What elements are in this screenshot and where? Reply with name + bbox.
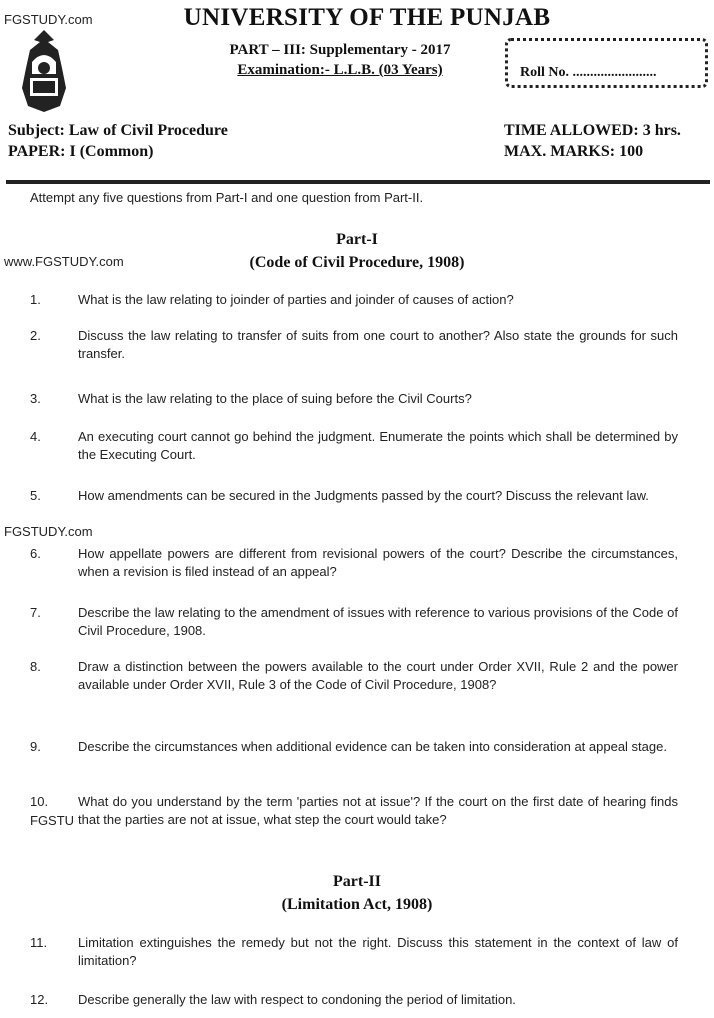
watermark: FGSTUDY.com [4,524,93,539]
question-text: What is the law relating to joinder of parties and joinder of causes of action? [78,292,514,307]
question-number: 12. [30,992,49,1007]
instructions: Attempt any five questions from Part-I and one question from Part-II. [30,190,424,205]
part1-subtitle: (Code of Civil Procedure, 1908) [249,254,465,271]
question-number: 7. [30,605,41,620]
university-crest-logo [18,28,70,114]
exam-part: PART – III: Supplementary - 2017 [229,42,451,58]
roll-number-box [505,38,708,88]
roll-number-label: Roll No. ........................ [520,65,657,80]
exam-name: Examination:- L.L.B. (03 Years) [237,62,443,78]
header-divider [6,180,710,184]
university-title: UNIVERSITY OF THE PUNJAB [183,4,551,31]
question-text: What do you understand by the term 'parties not at issue'? If the court on the first date of hearing finds that the parties are not at issue, what step the court would take? [78,794,678,827]
part2-title: Part-II [333,873,381,890]
part1-title: Part-I [336,231,378,248]
question-number: 4. [30,429,41,444]
watermark: FGSTUDY.com [4,12,93,27]
question-number: 11. [30,935,48,950]
watermark: FGSTU [30,813,75,828]
question-number: 1. [30,292,41,307]
question-text: Describe generally the law with respect to condoning the period of limitation. [78,992,516,1007]
question-text: Describe the law relating to the amendment of issues with reference to various provisions of the Code of Civil Procedure, 1908. [78,605,678,638]
max-marks: MAX. MARKS: 100 [504,143,644,160]
question-text: How appellate powers are different from revisional powers of the court? Describe the circumstances, when a revision is filed instead of an appeal? [78,546,678,579]
part2-subtitle: (Limitation Act, 1908) [281,896,433,913]
question-number: 10. [30,794,49,809]
question-number: 8. [30,659,41,674]
paper: PAPER: I (Common) [8,143,154,160]
time-allowed: TIME ALLOWED: 3 hrs. [504,122,681,139]
question-number: 9. [30,739,41,754]
question-text: How amendments can be secured in the Judgments passed by the court? Discuss the relevant law. [78,488,649,503]
question-text: Limitation extinguishes the remedy but not the right. Discuss this statement in the context of law of limitation? [78,935,678,968]
subject: Subject: Law of Civil Procedure [8,122,228,139]
watermark: www.FGSTUDY.com [4,254,124,269]
question-text: Draw a distinction between the powers available to the court under Order XVII, Rule 2 and the power available under Order XVII, Rule 3 of the Code of Civil Procedure, 1908? [78,659,678,692]
question-number: 5. [30,488,41,503]
question-number: 6. [30,546,41,561]
question-text: Discuss the law relating to transfer of suits from one court to another? Also state the grounds for such transfer. [78,328,678,361]
question-text: Describe the circumstances when additional evidence can be taken into consideration at appeal stage. [78,739,667,754]
question-text: An executing court cannot go behind the judgment. Enumerate the points which shall be determined by the Executing Court. [78,429,678,462]
question-number: 2. [30,328,41,343]
question-number: 3. [30,391,41,406]
question-text: What is the law relating to the place of suing before the Civil Courts? [78,391,472,406]
